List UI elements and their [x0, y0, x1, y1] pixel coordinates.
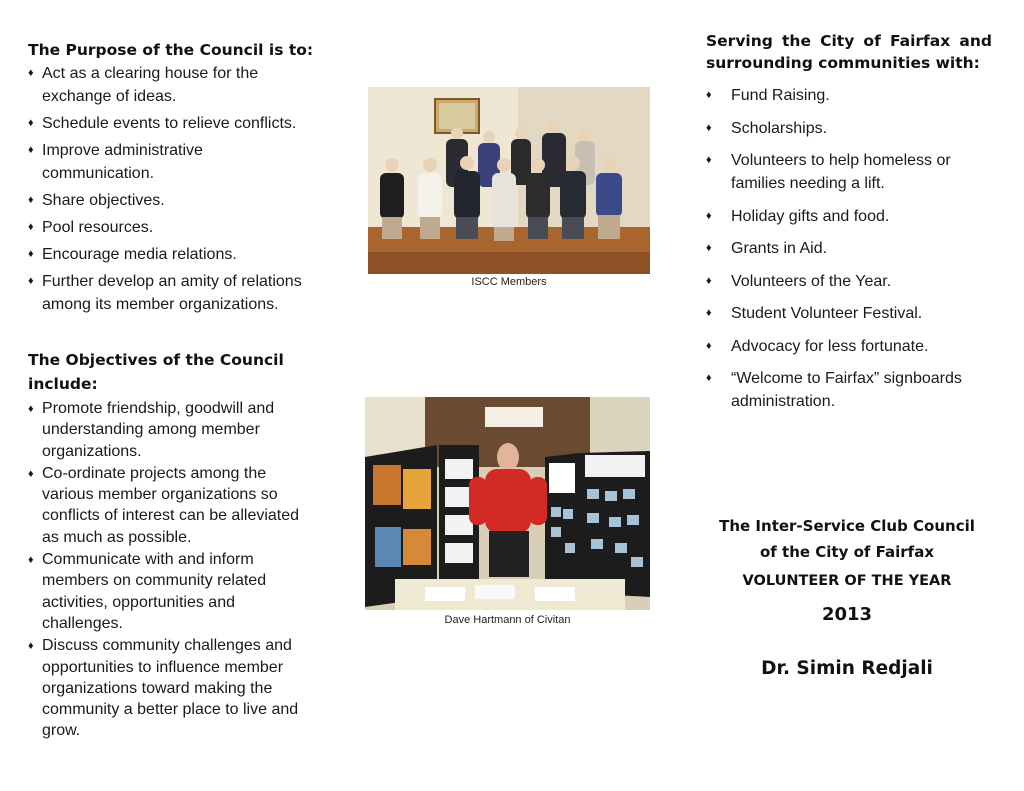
diamond-bullet-icon: ♦ — [28, 554, 34, 567]
diamond-bullet-icon: ♦ — [28, 194, 34, 206]
diamond-bullet-icon: ♦ — [28, 467, 34, 480]
volunteer-booth-photo — [365, 397, 650, 610]
list-item: ♦ Student Volunteer Festival. — [706, 302, 986, 325]
list-item: ♦ Holiday gifts and food. — [706, 205, 986, 228]
list-item: ♦ Further develop an amity of relations among its member organizations. — [28, 270, 318, 316]
list-item: ♦ Scholarships. — [706, 117, 986, 140]
iscc-members-photo — [368, 87, 650, 274]
diamond-bullet-icon: ♦ — [706, 154, 712, 166]
diamond-bullet-icon: ♦ — [28, 67, 34, 79]
list-item: ♦ Encourage media relations. — [28, 243, 318, 266]
list-item: ♦ Pool resources. — [28, 216, 318, 239]
diamond-bullet-icon: ♦ — [28, 275, 34, 287]
list-item: ♦ Advocacy for less fortunate. — [706, 335, 986, 358]
serving-heading: Serving the City of Fairfax and surrounding communities with: — [706, 32, 992, 72]
diamond-bullet-icon: ♦ — [706, 242, 712, 254]
diamond-bullet-icon: ♦ — [706, 307, 712, 319]
award-year: 2013 — [821, 604, 873, 625]
photo-caption: ISCC Members — [471, 276, 547, 288]
award-organization — [706, 513, 988, 565]
list-item: ♦ Volunteers to help homeless or families needing a lift. — [706, 149, 986, 195]
list-item: ♦ Grants in Aid. — [706, 237, 986, 260]
diamond-bullet-icon: ♦ — [706, 121, 712, 134]
list-item: ♦ Co-ordinate projects among the various member organizations so conflicts of interest can be alleviated as much as possible. — [28, 464, 300, 546]
group-photo-illustration — [368, 87, 650, 274]
diamond-bullet-icon: ♦ — [706, 89, 712, 101]
booth-photo-illustration — [365, 397, 650, 610]
award-title: VOLUNTEER OF THE YEAR — [742, 573, 952, 589]
photo-caption: Dave Hartmann of Civitan — [444, 614, 571, 626]
list-item: ♦ Act as a clearing house for the exchange of ideas. — [28, 62, 318, 108]
list-item: ♦ Volunteers of the Year. — [706, 270, 986, 293]
diamond-bullet-icon: ♦ — [706, 339, 712, 352]
list-item: ♦ “Welcome to Fairfax” signboards administration. — [706, 367, 986, 413]
list-item: ♦ Discuss community challenges and opportunities to influence member organizations toward making the community a better place to live and grow. — [28, 637, 299, 740]
diamond-bullet-icon: ♦ — [706, 372, 712, 384]
objectives-heading: The Objectives of the Council include: — [28, 351, 284, 393]
diamond-bullet-icon: ♦ — [28, 403, 34, 415]
diamond-bullet-icon: ♦ — [28, 117, 34, 129]
diamond-bullet-icon: ♦ — [28, 248, 34, 260]
diamond-bullet-icon: ♦ — [706, 209, 712, 222]
diamond-bullet-icon: ♦ — [28, 144, 34, 156]
diamond-bullet-icon: ♦ — [28, 640, 34, 653]
list-item: ♦ Promote friendship, goodwill and understanding among member organizations. — [28, 400, 275, 460]
purpose-heading: The Purpose of the Council is to: — [28, 41, 314, 59]
award-recipient: Dr. Simin Redjali — [761, 658, 933, 679]
objectives-list — [28, 398, 318, 743]
diamond-bullet-icon: ♦ — [28, 221, 34, 233]
award-org-line2: of the City of Fairfax — [759, 543, 935, 561]
award-org-line1: The Inter-Service Club Council — [719, 517, 975, 535]
diamond-bullet-icon: ♦ — [706, 274, 712, 287]
list-item: ♦ Share objectives. — [28, 189, 318, 212]
list-item: ♦ Fund Raising. — [706, 84, 986, 107]
purpose-list — [28, 62, 318, 320]
list-item: ♦ Communicate with and inform members on community related activities, opportunities and challenges. — [28, 551, 267, 632]
list-item: ♦ Schedule events to relieve conflicts. — [28, 112, 318, 135]
list-item: ♦ Improve administrative communication. — [28, 139, 318, 185]
services-list — [706, 84, 986, 423]
